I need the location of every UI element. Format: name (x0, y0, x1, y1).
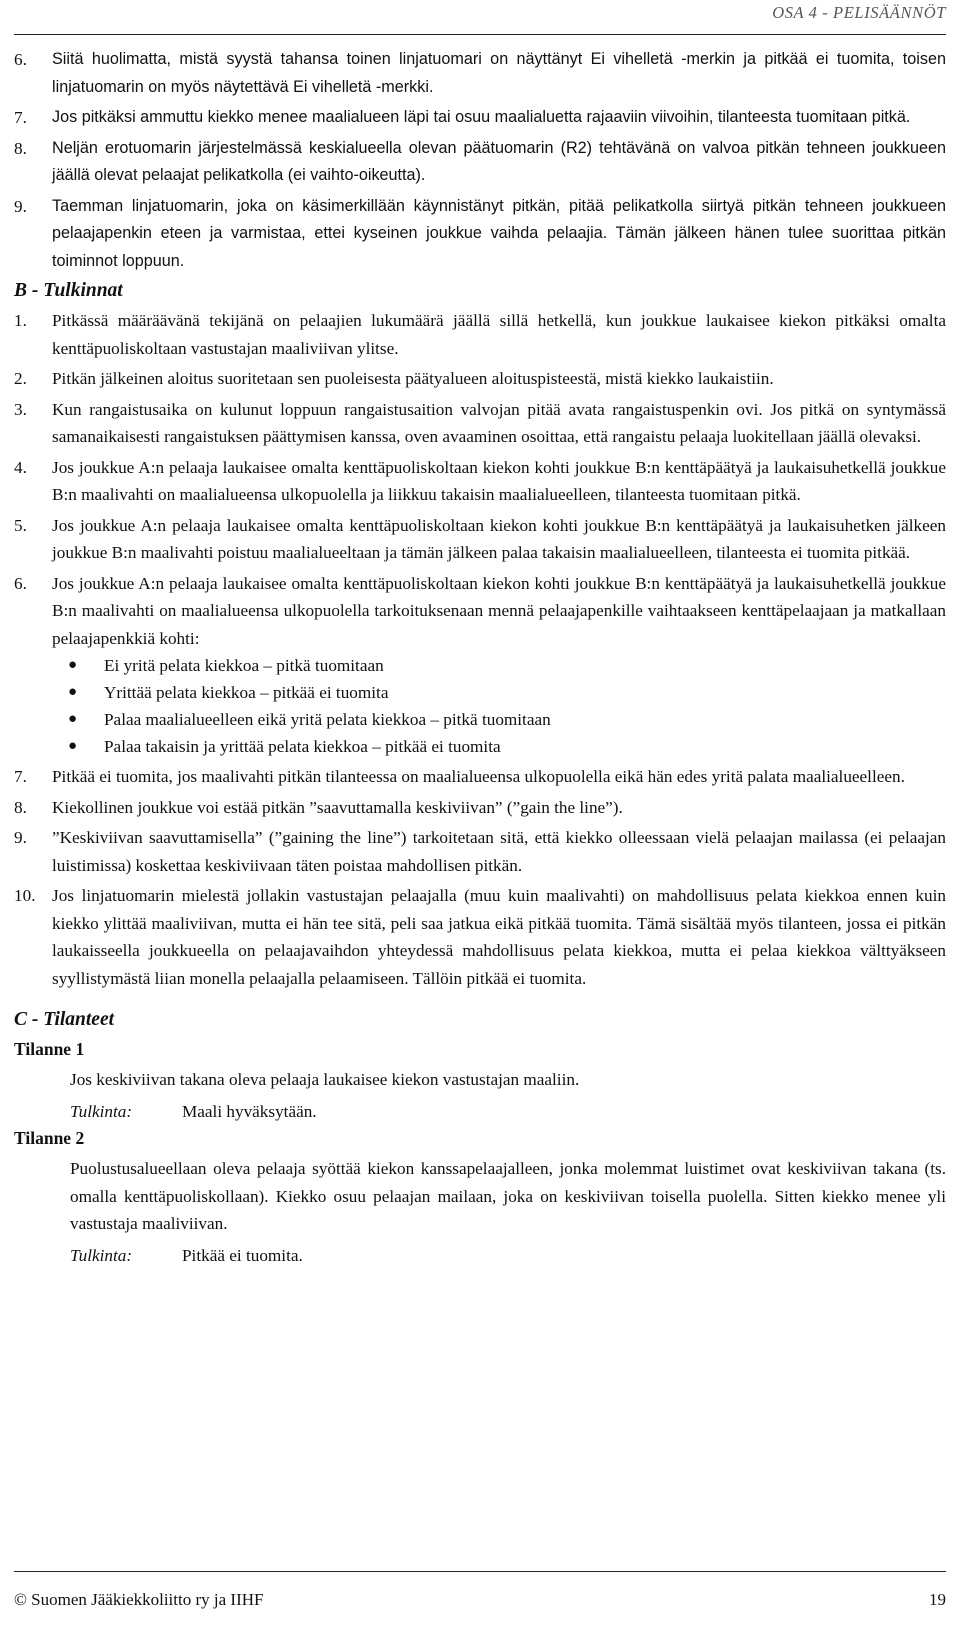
bullet-text: Yrittää pelata kiekkoa – pitkää ei tuomita (104, 683, 389, 702)
interpretation-label: Tulkinta: (70, 1101, 133, 1121)
rule-item (14, 135, 946, 190)
item-number: 10. (14, 886, 36, 905)
item-number: 6. (14, 573, 27, 593)
interpretation-item (14, 570, 946, 653)
case-interpretation (14, 1098, 946, 1126)
list-item (52, 733, 946, 760)
interpretation-item (14, 882, 946, 992)
rule-item (14, 193, 946, 276)
interpretation-item (14, 824, 946, 879)
item-number: 7. (14, 767, 27, 786)
rule-item (14, 46, 946, 101)
item-number: 2. (14, 369, 27, 388)
section-c-heading: C - Tilanteet (14, 1009, 115, 1030)
page-content (14, 46, 946, 1269)
interpretation-text: Maali hyväksytään. (182, 1101, 317, 1121)
bullet-list (14, 652, 946, 760)
item-text: Jos pitkäksi ammuttu kiekko menee maalialueen läpi tai osuu maalialuetta rajaaviin viivoihin, tilanteesta tuomitaan pitkä. (52, 108, 911, 126)
interpretation-text: Pitkää ei tuomita. (182, 1245, 303, 1265)
footer-copyright: © Suomen Jääkiekkoliitto ry ja IIHF (14, 1590, 264, 1610)
item-text: Pitkän jälkeinen aloitus suoritetaan sen puoleisesta päätyalueen aloituspisteestä, mistä kiekko laukaistiin. (52, 369, 774, 388)
bullet-text: Palaa maalialueelleen eikä yritä pelata kiekkoa – pitkä tuomitaan (104, 710, 551, 729)
item-number: 8. (14, 797, 27, 817)
item-text: Jos linjatuomarin mielestä jollakin vastustajan pelaajalla (muu kuin maalivahti) on mahdollisuus pelata kiekkoa ennen kuin kiekko ylittää maaliviivan, mutta ei hän tee sitä, peli saa jatkua eikä pitkää tuomita. Tämä sisältää myös tilanteen, jossa ei pitkän laukaisseella joukkueella on pelaajavaihdon yhteydessä mahdollisuus pelata kiekkoa, mutta ei pelaa kiekkoa välttyäkseen syyllistymästä liian monella pelaajalla pelaamiseen. Tällöin pitkää ei tuomita. (52, 886, 946, 988)
interpretation-item (14, 794, 946, 822)
item-number: 6. (14, 50, 27, 69)
item-text: Taemman linjatuomarin, joka on käsimerkillään käynnistänyt pitkän, pitää pelikatkolla siirtyä pitkän tehneen joukkueen pelaajapenkin eteen ja varmistaa, ettei kyseinen joukkue vaihda pelaajia. Tämän jälkeen hänen tulee suorittaa pitkän toiminnot loppuun. (52, 196, 946, 270)
case-title: Tilanne 2 (14, 1128, 85, 1148)
list-item (52, 679, 946, 706)
item-number: 1. (14, 311, 27, 330)
bullet-icon: ● (68, 684, 78, 700)
case-text: Puolustusalueellaan oleva pelaaja syöttää kiekon kanssapelaajalleen, jonka molemmat luistimet ovat keskiviivan takana (ts. omalla kenttäpuoliskollaan). Kiekko osuu pelaajan mailaan, joka on keskiviivan toisella puolella. Sitten kiekko menee yli vastustaja maaliviivan. (70, 1159, 946, 1233)
item-number: 5. (14, 515, 27, 535)
item-text: ”Keskiviivan saavuttamisella” (”gaining the line”) tarkoitetaan sitä, että kiekko olleessaan vielä pelaajan mailassa (ei pelaajan luistimissa) koskettaa keskiviivaan täten poistaa mahdollisen pitkän. (52, 828, 946, 875)
item-text: Kun rangaistusaika on kulunut loppuun rangaistusaition valvojan pitää avata rangaistuspenkin ovi. Jos pitkä on syntymässä samanaikaisesti rangaistuksen päättymisen kanssa, oven avaaminen osoittaa, että rangaistu pelaaja luokitellaan jäällä olevaksi. (52, 399, 946, 446)
interpretation-item (14, 365, 946, 393)
item-text: Pitkää ei tuomita, jos maalivahti pitkän tilanteessa on maalialueensa ulkopuolella eikä hän edes yritä palata maalialueelleen. (52, 767, 905, 786)
item-number: 9. (14, 828, 27, 847)
running-header (14, 0, 946, 35)
item-number: 7. (14, 108, 27, 127)
bullet-text: Palaa takaisin ja yrittää pelata kiekkoa – pitkää ei tuomita (104, 737, 501, 756)
item-number: 4. (14, 457, 27, 477)
item-text: Kiekollinen joukkue voi estää pitkän ”saavuttamalla keskiviivan” (”gain the line”). (52, 797, 623, 817)
item-text: Jos joukkue A:n pelaaja laukaisee omalta kenttäpuoliskoltaan kiekon kohti joukkue B:n kenttäpäätyä ja laukaisuhetkellä joukkue B:n maalivahti on maalialueensa ulkopuolella ja liikkuu takaisin maalialueelleen, tilanteesta tuomitaan pitkä. (52, 457, 946, 504)
case-text: Jos keskiviivan takana oleva pelaaja laukaisee kiekon vastustajan maaliin. (70, 1070, 580, 1089)
list-item (52, 652, 946, 679)
item-text: Neljän erotuomarin järjestelmässä keskialueella olevan päätuomarin (R2) tehtävänä on valvoa pitkän tehneen joukkueen jäällä olevat pelaajat pelikatkolla (ei vaihto-oikeutta). (52, 138, 946, 184)
interpretation-label: Tulkinta: (70, 1245, 133, 1265)
bullet-icon: ● (68, 711, 78, 727)
bullet-text: Ei yritä pelata kiekkoa – pitkä tuomitaan (104, 656, 384, 675)
case-interpretation (14, 1242, 946, 1270)
running-title: OSA 4 - PELISÄÄNNÖT (772, 3, 946, 22)
interpretation-item (14, 763, 946, 791)
section-b-heading: B - Tulkinnat (14, 280, 123, 301)
item-text: Siitä huolimatta, mistä syystä tahansa toinen linjatuomari on näyttänyt Ei vihelletä -merkin ja pitkää ei tuomita, toisen linjatuomarin on myös näytettävä Ei vihelletä -merkki. (52, 50, 946, 96)
item-text: Jos joukkue A:n pelaaja laukaisee omalta kenttäpuoliskoltaan kiekon kohti joukkue B:n kenttäpäätyä ja laukaisuhetken jälkeen joukkue B:n maalivahti poistuu maalialueeltaan ja tämän jälkeen palaa takaisin maalialueelleen, tilanteesta ei tuomita pitkää. (52, 515, 946, 562)
interpretation-item (14, 307, 946, 362)
case-title: Tilanne 1 (14, 1039, 85, 1059)
item-number: 8. (14, 138, 27, 158)
page-number: 19 (929, 1590, 946, 1610)
page-footer (14, 1571, 946, 1628)
list-item (52, 706, 946, 733)
item-number: 9. (14, 196, 27, 216)
item-text: Pitkässä määräävänä tekijänä on pelaajien lukumäärä jäällä sillä hetkellä, kun joukkue laukaisee kiekon pitkäksi omalta kenttäpuoliskoltaan vastustajan maaliviivan ylitse. (52, 311, 946, 358)
item-text: Jos joukkue A:n pelaaja laukaisee omalta kenttäpuoliskoltaan kiekon kohti joukkue B:n kenttäpäätyä ja laukaisuhetkellä joukkue B:n maalivahti on maalialueensa ulkopuolella tarkoituksenaan mennä pelaajapenkille vaihtaakseen kenttäpelaajaan ja matkallaan pelaajapenkkiä kohti: (52, 573, 946, 648)
interpretation-item (14, 396, 946, 451)
rule-item (14, 104, 946, 132)
interpretation-item (14, 454, 946, 509)
interpretation-item (14, 512, 946, 567)
item-number: 3. (14, 399, 27, 419)
bullet-icon: ● (68, 657, 78, 673)
bullet-icon: ● (68, 738, 78, 754)
